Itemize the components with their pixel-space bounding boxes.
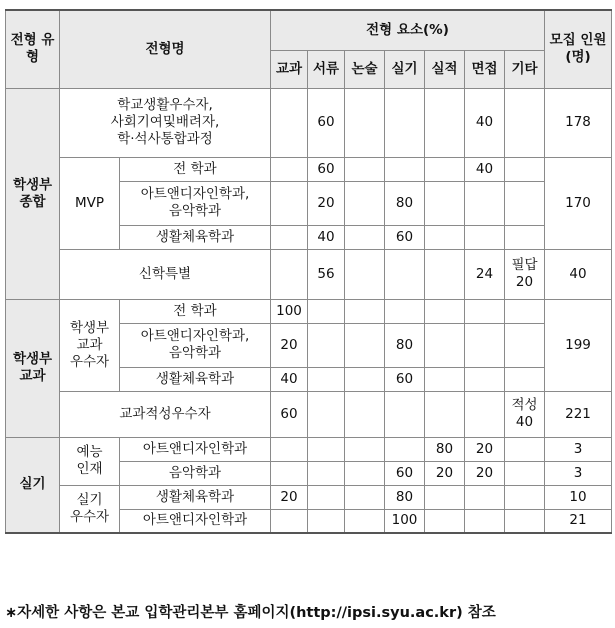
cell-record bbox=[425, 509, 465, 533]
cell-other bbox=[505, 88, 545, 157]
cell-subject: 100 bbox=[271, 299, 308, 323]
cell-quota: 178 bbox=[545, 88, 612, 157]
cell-interview bbox=[465, 181, 505, 225]
cell-essay bbox=[345, 181, 385, 225]
cell-interview bbox=[465, 225, 505, 249]
cell-other bbox=[505, 181, 545, 225]
header-subject: 교과 bbox=[271, 50, 308, 88]
cell-essay bbox=[345, 249, 385, 299]
cell-interview bbox=[465, 485, 505, 509]
row-name: 아트앤디자인학과 bbox=[120, 437, 271, 461]
header-interview: 면접 bbox=[465, 50, 505, 88]
cell-essay bbox=[345, 367, 385, 391]
cell-subject bbox=[271, 249, 308, 299]
cell-other bbox=[505, 225, 545, 249]
cell-record bbox=[425, 225, 465, 249]
cell-interview bbox=[465, 323, 505, 367]
header-type: 전형 유형 bbox=[6, 10, 60, 88]
row-name: 전 학과 bbox=[120, 157, 271, 181]
cell-subject bbox=[271, 88, 308, 157]
table-row bbox=[6, 88, 612, 157]
cell-essay bbox=[345, 391, 385, 437]
sub-label-subject-excellent: 학생부 교과 우수자 bbox=[60, 299, 120, 391]
cell-practical bbox=[385, 157, 425, 181]
cell-essay bbox=[345, 225, 385, 249]
cell-subject: 40 bbox=[271, 367, 308, 391]
cell-record bbox=[425, 157, 465, 181]
table-row bbox=[6, 299, 612, 323]
cell-quota: 21 bbox=[545, 509, 612, 533]
table-row bbox=[6, 485, 612, 509]
group-practical: 실기 bbox=[6, 437, 60, 533]
row-name: 학교생활우수자, 사회기여및배려자, 학·석사통합과정 bbox=[60, 88, 271, 157]
cell-essay bbox=[345, 509, 385, 533]
cell-quota: 170 bbox=[545, 157, 612, 249]
table-row bbox=[6, 391, 612, 437]
cell-essay bbox=[345, 299, 385, 323]
cell-practical: 60 bbox=[385, 367, 425, 391]
cell-record bbox=[425, 485, 465, 509]
cell-documents bbox=[308, 323, 345, 367]
row-name: 생활체육학과 bbox=[120, 367, 271, 391]
row-name: 전 학과 bbox=[120, 299, 271, 323]
cell-quota: 10 bbox=[545, 485, 612, 509]
header-elements: 전형 요소(%) bbox=[271, 10, 545, 50]
cell-record: 80 bbox=[425, 437, 465, 461]
cell-practical: 80 bbox=[385, 323, 425, 367]
cell-interview: 24 bbox=[465, 249, 505, 299]
cell-practical bbox=[385, 249, 425, 299]
sub-label-mvp: MVP bbox=[60, 157, 120, 249]
cell-subject bbox=[271, 437, 308, 461]
cell-documents bbox=[308, 299, 345, 323]
cell-subject bbox=[271, 509, 308, 533]
cell-quota: 40 bbox=[545, 249, 612, 299]
cell-other bbox=[505, 461, 545, 485]
cell-essay bbox=[345, 485, 385, 509]
cell-interview bbox=[465, 391, 505, 437]
cell-record bbox=[425, 323, 465, 367]
cell-record bbox=[425, 249, 465, 299]
group-subject: 학생부 교과 bbox=[6, 299, 60, 437]
cell-practical bbox=[385, 437, 425, 461]
cell-other bbox=[505, 437, 545, 461]
sub-label-arts-talent: 예능 인재 bbox=[60, 437, 120, 485]
cell-interview bbox=[465, 367, 505, 391]
cell-subject bbox=[271, 157, 308, 181]
cell-quota: 199 bbox=[545, 299, 612, 391]
cell-essay bbox=[345, 323, 385, 367]
row-name: 아트앤디자인학과, 음악학과 bbox=[120, 323, 271, 367]
cell-documents bbox=[308, 485, 345, 509]
sub-label-practical-excellent: 실기 우수자 bbox=[60, 485, 120, 533]
cell-interview: 20 bbox=[465, 461, 505, 485]
cell-documents bbox=[308, 367, 345, 391]
cell-subject bbox=[271, 225, 308, 249]
cell-subject: 60 bbox=[271, 391, 308, 437]
cell-documents: 60 bbox=[308, 157, 345, 181]
admission-table-container bbox=[5, 9, 611, 621]
cell-other bbox=[505, 157, 545, 181]
cell-interview: 40 bbox=[465, 88, 505, 157]
header-other: 기타 bbox=[505, 50, 545, 88]
cell-interview: 20 bbox=[465, 437, 505, 461]
cell-other bbox=[505, 509, 545, 533]
cell-interview bbox=[465, 509, 505, 533]
cell-documents: 60 bbox=[308, 88, 345, 157]
row-name: 아트앤디자인학과, 음악학과 bbox=[120, 181, 271, 225]
header-name: 전형명 bbox=[60, 10, 271, 88]
header-quota: 모집 인원 (명) bbox=[545, 10, 612, 88]
cell-practical: 100 bbox=[385, 509, 425, 533]
cell-practical: 80 bbox=[385, 181, 425, 225]
row-name: 생활체육학과 bbox=[120, 485, 271, 509]
table-row bbox=[6, 437, 612, 461]
row-name: 음악학과 bbox=[120, 461, 271, 485]
cell-documents bbox=[308, 437, 345, 461]
cell-documents bbox=[308, 391, 345, 437]
cell-other bbox=[505, 485, 545, 509]
cell-record bbox=[425, 88, 465, 157]
header-essay: 논술 bbox=[345, 50, 385, 88]
admission-table bbox=[5, 9, 612, 534]
cell-other bbox=[505, 367, 545, 391]
cell-other bbox=[505, 323, 545, 367]
cell-practical bbox=[385, 88, 425, 157]
table-row bbox=[6, 249, 612, 299]
cell-record: 20 bbox=[425, 461, 465, 485]
cell-documents bbox=[308, 509, 345, 533]
cell-practical: 60 bbox=[385, 225, 425, 249]
cell-other bbox=[505, 299, 545, 323]
cell-essay bbox=[345, 157, 385, 181]
cell-quota: 3 bbox=[545, 437, 612, 461]
cell-subject: 20 bbox=[271, 323, 308, 367]
cell-interview: 40 bbox=[465, 157, 505, 181]
cell-practical bbox=[385, 299, 425, 323]
row-name: 교과적성우수자 bbox=[60, 391, 271, 437]
row-name: 신학특별 bbox=[60, 249, 271, 299]
cell-documents: 40 bbox=[308, 225, 345, 249]
header-documents: 서류 bbox=[308, 50, 345, 88]
cell-documents: 56 bbox=[308, 249, 345, 299]
cell-other: 필답 20 bbox=[505, 249, 545, 299]
cell-interview bbox=[465, 299, 505, 323]
cell-record bbox=[425, 391, 465, 437]
cell-record bbox=[425, 181, 465, 225]
group-comprehensive: 학생부 종합 bbox=[6, 88, 60, 299]
cell-essay bbox=[345, 461, 385, 485]
header-practical: 실기 bbox=[385, 50, 425, 88]
cell-practical bbox=[385, 391, 425, 437]
cell-record bbox=[425, 299, 465, 323]
cell-practical: 60 bbox=[385, 461, 425, 485]
header-record: 실적 bbox=[425, 50, 465, 88]
cell-subject bbox=[271, 461, 308, 485]
cell-record bbox=[425, 367, 465, 391]
cell-practical: 80 bbox=[385, 485, 425, 509]
cell-other: 적성 40 bbox=[505, 391, 545, 437]
cell-subject bbox=[271, 181, 308, 225]
cell-essay bbox=[345, 437, 385, 461]
cell-documents bbox=[308, 461, 345, 485]
footnote: ∗자세한 사항은 본교 입학관리본부 홈페이지(http://ipsi.syu.ac.kr) 참조 bbox=[5, 605, 496, 621]
table-row bbox=[6, 157, 612, 181]
cell-quota: 221 bbox=[545, 391, 612, 437]
row-name: 아트앤디자인학과 bbox=[120, 509, 271, 533]
row-name: 생활체육학과 bbox=[120, 225, 271, 249]
cell-essay bbox=[345, 88, 385, 157]
cell-subject: 20 bbox=[271, 485, 308, 509]
cell-documents: 20 bbox=[308, 181, 345, 225]
cell-quota: 3 bbox=[545, 461, 612, 485]
